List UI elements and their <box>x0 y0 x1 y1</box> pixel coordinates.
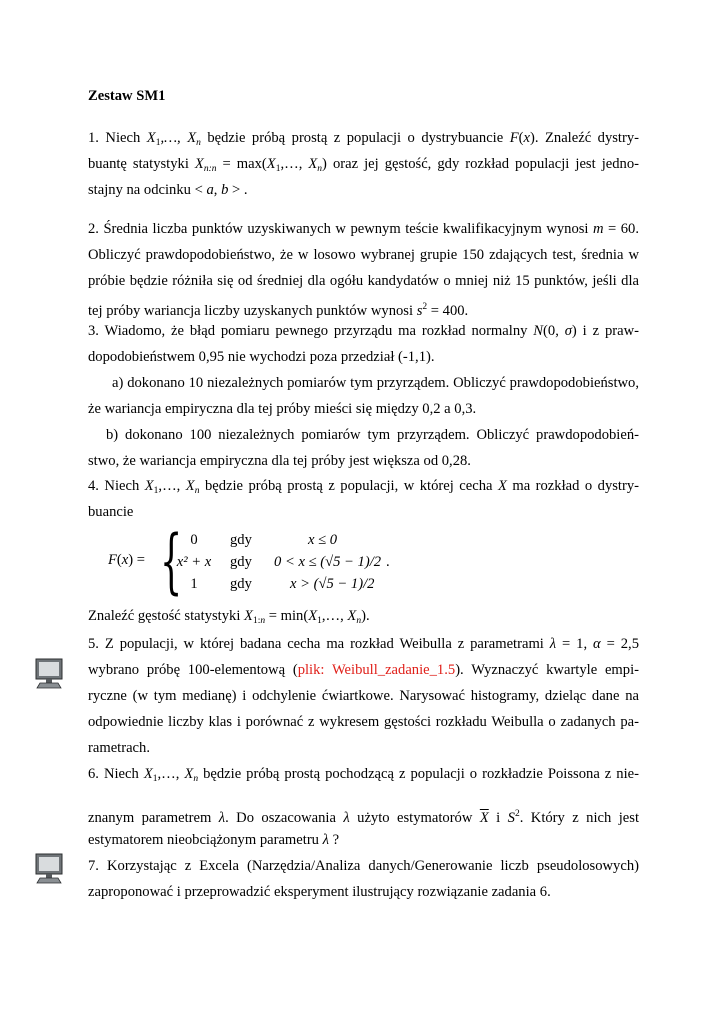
task-2-line-2: Obliczyć prawdopodobieństwo, że w losowo wybranej grupie 150 zdających test, średnia w <box>88 247 639 263</box>
curly-brace: { <box>160 520 183 602</box>
task-4-line-2: buancie <box>88 504 134 520</box>
computer-icon <box>34 658 64 690</box>
task-2-line-4: tej próby wariancja liczby uzyskanych punktów wynosi $s^2 = 400$. <box>88 302 469 319</box>
task-4-tail <box>88 603 639 629</box>
task-3-line-1: 3. Wiadomo, że błąd pomiaru pewnego przyrządu ma rozkład normalny N(0, σ) i z praw- <box>88 323 639 339</box>
task-3a-line-2: że wariancja empiryczna dla tej próby mieści się między 0,2 a 0,3. <box>88 401 477 417</box>
task-4-line-3: Znaleźć gęstość statystyki $X_{1:n}$ = $\min(X_1,\dots$, $X_n$). <box>88 608 370 626</box>
task-5-line-5: rametrach. <box>88 740 150 756</box>
task-6-line-3: estymatorem nieobciążonym parametru λ ? <box>88 832 340 848</box>
formula-period: . <box>386 554 390 570</box>
task-5-line-2: wybrano próbę 100-elementową (plik: Weibull_zadanie_1.5). Wyznaczyć kwartyle empi- <box>88 662 639 678</box>
task-2 <box>88 216 639 320</box>
formula-sample: $X_1,\dots$, $X_n$ <box>146 130 201 148</box>
page-title: Zestaw SM1 <box>88 88 166 104</box>
task-6-line-1: 6. Niech $X_1,\dots$, $X_n$ będzie próbą prostą pochodzącą z populacji o rozkładzie Poissona z nie- <box>88 766 639 784</box>
task-4 <box>88 473 639 525</box>
piecewise-cdf-formula: F(x) = { 0 gdy x ≤ 0 x² + x gdy 0 < x ≤ (√5 − 1)/2 1 gdy x > (√5 − 1)/2 <box>108 520 382 602</box>
task-7-line-1: 7. Korzystając z Excela (Narzędzia/Analiza danych/Generowanie liczb pseudolosowych) <box>88 858 639 874</box>
cdf-lhs: F(x) = <box>108 552 146 568</box>
task-5-line-3: ryczne (w tym medianę) i odchylenie ćwiartkowe. Narysować histogramy, dzieląc dane na <box>88 688 639 704</box>
task-6-line-2: znanym parametrem λ. Do oszacowania λ użyto estymatorów $\overline{X}$ i $S^2$. Który z nich jest <box>88 809 639 826</box>
task-3b-line-2: stwo, że wariancja empiryczna dla tej próby jest większa od 0,28. <box>88 453 471 469</box>
task-1-line-3: stajny na odcinku < a, b > . <box>88 182 248 198</box>
task-5-line-4: odpowiednie liczby klas i porównać z wykresem gęstości rozkładu Weibulla o zadanych pa- <box>88 714 639 730</box>
task-5-line-1: 5. Z populacji, w której badana cecha ma rozkład Weibulla z parametrami λ = 1, α = 2,5 <box>88 636 640 652</box>
task-4-line-1: 4. Niech $X_1,\dots$, $X_n$ będzie próbą prostą z populacji, w której cecha X ma rozkład o dystry- <box>88 478 640 496</box>
task-1 <box>88 125 639 203</box>
formula-max-stat: $X_{n:n}$ <box>194 156 217 174</box>
task-7 <box>88 853 639 905</box>
task-2-line-3: próbie będzie różniła się od średniej dla ogółu kandydatów o mniej niż 15 punktów, jeśli dla <box>88 273 639 289</box>
task-2-line-1: 2. Średnia liczba punktów uzyskiwanych w pewnym teście kwalifikacyjnym wynosi m = 60. <box>88 221 640 237</box>
task-6 <box>88 761 639 853</box>
task-3 <box>88 318 639 474</box>
computer-icon <box>34 853 64 885</box>
task-7-line-2: zaproponować i przeprowadzić eksperyment ilustrujący rozwiązanie zadania 6. <box>88 884 551 900</box>
formula-cdf: F <box>509 130 519 146</box>
task-1-line-1: 1. Niech $X_1,\dots$, $X_n$ będzie próbą prostą z populacji o dystrybuancie F(x). Znaleźć dystry- <box>88 130 640 148</box>
task-1-line-2: buantę statystyki $X_{n:n}$ = $\max(X_1,\dots$, $X_n$) oraz jej gęstość, gdy rozkład populacji jest jedno- <box>88 156 639 174</box>
task-3a-line-1: a) dokonano 10 niezależnych pomiarów tym przyrządem. Obliczyć prawdopodobieństwo, <box>112 375 639 391</box>
task-3b-line-1: b) dokonano 100 niezależnych pomiarów tym przyrządem. Obliczyć prawdopodobień- <box>106 427 639 443</box>
data-file-link[interactable]: plik: Weibull_zadanie_1.5 <box>297 662 456 678</box>
task-5 <box>88 631 639 761</box>
task-3-line-2: dopodobieństwem 0,95 nie wychodzi poza przedział (-1,1). <box>88 349 435 365</box>
